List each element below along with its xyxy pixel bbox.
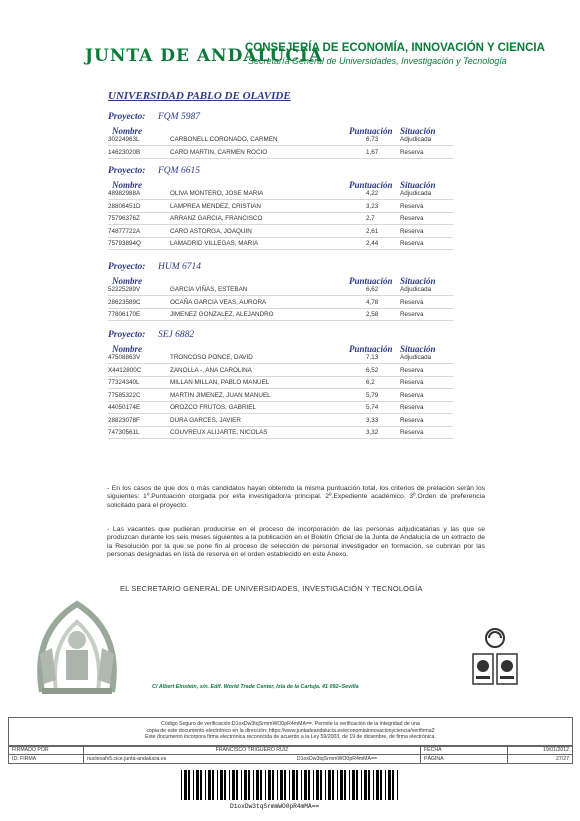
row-name: CARO ASTORGA, JOAQUIN — [170, 227, 252, 235]
column-situacion: Situación — [400, 344, 436, 354]
row-status: Reserva — [400, 391, 424, 399]
verification-line-1: Código Seguro de verificación:D1oxDw3tqSrmmWO0pR4mMA==. Permite la verificación de la integridad de una — [161, 721, 420, 727]
verification-line-2: copia de este documento electrónico en la dirección: https://www.juntadeandalucia.es/economiainnovacionyciencia/verifirma2 — [146, 727, 435, 734]
column-nombre: Nombre — [112, 180, 142, 190]
row-score: 6,2 — [366, 379, 375, 386]
row-status: Reserva — [400, 404, 424, 411]
pagina-value: 27/27 — [508, 755, 573, 764]
row-score: 3,33 — [366, 416, 379, 424]
column-situacion: Situación — [400, 180, 436, 190]
row-score: 2,58 — [366, 311, 379, 318]
row-status: Reserva — [400, 215, 424, 222]
row-id: 77806170E — [108, 311, 141, 318]
row-status: Reserva — [400, 298, 424, 306]
row-score: 6,52 — [366, 366, 379, 374]
row-status: Reserva — [400, 202, 424, 210]
column-puntuacion: Puntuación — [349, 344, 393, 354]
id-firma-value: nucleoafv5.cice.junta-andalucia.es — [87, 756, 167, 762]
row-score: 2,7 — [366, 215, 375, 222]
row-score: 5,74 — [366, 404, 379, 411]
row-score: 2,44 — [366, 240, 379, 247]
row-status: Adjudicada — [400, 190, 432, 197]
row-separator — [108, 158, 453, 159]
row-score: 4,22 — [366, 190, 379, 197]
column-nombre: Nombre — [112, 276, 142, 286]
secretaria-subtitle: Secretaría General de Universidades, Investigación y Tecnología — [248, 56, 507, 66]
row-id: 47508863V — [108, 354, 141, 361]
project-code: SEJ 6882 — [158, 330, 195, 340]
tie-break-note: - En los casos de que dos o más candidatos hayan obtenido la misma puntuación total, los criterios de prelación serán los siguientes: 1º.Puntuación otorgada por el/la investigador/a principal. 2º.Expediente académico. 3º.Orden de preferencia solicitado para el proyecto. — [107, 485, 485, 509]
column-nombre: Nombre — [112, 344, 142, 354]
project-label: Proyecto: — [108, 330, 146, 340]
certification-logos-icon — [470, 626, 520, 690]
row-id: 74730561L — [108, 429, 140, 436]
signatory-title: EL SECRETARIO GENERAL DE UNIVERSIDADES, INVESTIGACIÓN Y TECNOLOGÍA — [120, 584, 423, 593]
row-score: 3,23 — [366, 202, 379, 210]
row-id: 44050174E — [108, 404, 141, 411]
row-status: Adjudicada — [400, 286, 432, 293]
row-name: ZANOLLA -, ANA CAROLINA — [170, 366, 252, 374]
row-status: Reserva — [400, 240, 424, 247]
row-name: MARTIN JIMENEZ, JUAN MANUEL — [170, 391, 271, 399]
row-status: Reserva — [400, 379, 424, 386]
row-score: 5,79 — [366, 391, 379, 399]
project-label: Proyecto: — [108, 112, 146, 122]
row-id: 52225289V — [108, 286, 141, 293]
andalucia-emblem-icon — [22, 592, 132, 702]
row-id: 14623020B — [108, 148, 141, 156]
row-separator — [108, 413, 453, 414]
row-status: Reserva — [400, 366, 424, 374]
row-name: JIMENEZ GONZALEZ, ALEJANDRO — [170, 311, 274, 318]
row-separator — [108, 438, 453, 439]
vacancies-note: - Las vacantes que pudieran producirse en el proceso de incorporación de las personas adjudicatarias y las que se produzcan durante los seis meses siguientes a la publicación en el Boletín Oficial de la Junta de Andalucía de un extracto de la Resolución por la que se pone fin al proceso de selección de personal investigador en formación, se cubrirán por las personas designadas en lista de reserva en el orden establecido en este Anexo. — [107, 526, 485, 559]
row-status: Adjudicada — [400, 136, 432, 143]
signature-table — [8, 745, 573, 764]
row-id: 77324340L — [108, 379, 140, 386]
row-separator — [108, 199, 453, 200]
row-score: 4,78 — [366, 298, 379, 306]
row-name: CARO MARTIN, CARMEN ROCIO — [170, 148, 268, 156]
row-name: MILLAN MILLAN, PABLO MANUEL — [170, 379, 270, 386]
fecha-value: 19/01/2012 — [508, 746, 573, 755]
row-score: 6,73 — [366, 136, 379, 143]
row-name: OROZCO FRUTOS, GABRIEL — [170, 404, 256, 411]
row-id: 28806451D — [108, 202, 141, 210]
row-id: X4412800C — [108, 366, 142, 374]
row-separator — [108, 249, 453, 250]
barcode-text: D1oxDw3tqSrmmWO0pR4mMA== — [230, 803, 320, 810]
row-separator — [108, 426, 453, 427]
row-id: 28623589C — [108, 298, 141, 306]
row-name: TRONCOSO PONCE, DAVID — [170, 354, 253, 361]
address-line: C/ Albert Einstein, s/n. Edif. World Trade Center, Isla de la Cartuja. 41 092–Sevilla — [152, 684, 359, 690]
row-status: Reserva — [400, 148, 424, 156]
column-situacion: Situación — [400, 276, 436, 286]
row-id: 75793894Q — [108, 240, 141, 247]
row-status: Reserva — [400, 416, 424, 424]
project-code: FQM 5987 — [158, 112, 200, 122]
row-id: 28823078F — [108, 416, 140, 424]
project-label: Proyecto: — [108, 262, 146, 272]
row-name: CARBONELL CORONADO, CARMEN — [170, 136, 278, 143]
verification-line-3: Este documento incorpora firma electrónica reconocida de acuerdo a la Ley 59/2003, de 19 de diciembre, de firma electrónica. — [145, 734, 436, 741]
project-code: FQM 6615 — [158, 166, 200, 176]
row-name: OCAÑA GARCIA VEAS, AURORA — [170, 298, 267, 306]
row-id: 74877722A — [108, 227, 141, 235]
row-name: COUVREUX ALIJARTE, NICOLAS — [170, 429, 268, 436]
row-separator — [108, 295, 453, 296]
barcode-icon — [180, 769, 402, 801]
row-score: 6,62 — [366, 286, 379, 293]
row-separator — [108, 376, 453, 377]
pagina-label: PÁGINA — [421, 755, 508, 764]
id-firma-label: ID. FIRMA — [9, 755, 84, 764]
row-status: Reserva — [400, 227, 424, 235]
row-name: LAMPREA MENDEZ, CRISTIAN — [170, 202, 261, 210]
row-id: 48982988A — [108, 190, 141, 197]
university-title: UNIVERSIDAD PABLO DE OLAVIDE — [108, 90, 291, 102]
row-name: OLIVA MONTERO, JOSE MARIA — [170, 190, 264, 197]
row-separator — [108, 320, 453, 321]
row-name: GARCIA VIÑAS, ESTEBAN — [170, 286, 248, 293]
junta-logo: JUNTA DE ANDALUCIA — [85, 46, 324, 66]
row-score: 3,32 — [366, 429, 379, 436]
row-id: 77585322C — [108, 391, 141, 399]
row-score: 2,61 — [366, 227, 379, 235]
row-separator — [108, 363, 453, 364]
row-status: Adjudicada — [400, 354, 432, 361]
row-separator — [108, 308, 453, 309]
id-firma-code: D1oxDw3tqSrmmWO0pR4mMA== — [296, 756, 377, 762]
row-separator — [108, 388, 453, 389]
column-nombre: Nombre — [112, 126, 142, 136]
row-separator — [108, 224, 453, 225]
row-separator — [108, 212, 453, 213]
fecha-label: FECHA — [421, 746, 508, 755]
row-separator — [108, 145, 453, 146]
firmado-por-value: FRANCISCO TRIGUERO RUIZ — [84, 746, 421, 755]
row-score: 1,67 — [366, 148, 379, 156]
column-situacion: Situación — [400, 126, 436, 136]
row-status: Reserva — [400, 311, 424, 318]
consejeria-title: CONSEJERÍA DE ECONOMÍA, INNOVACIÓN Y CIENCIA — [245, 42, 545, 54]
row-score: 7,13 — [366, 354, 379, 361]
row-id: 75796376Z — [108, 215, 140, 222]
firmado-por-label: FIRMADO POR — [9, 746, 84, 755]
row-separator — [108, 237, 453, 238]
column-puntuacion: Puntuación — [349, 276, 393, 286]
row-name: LAMADRID VILLEGAS, MARIA — [170, 240, 259, 247]
column-puntuacion: Puntuación — [349, 180, 393, 190]
project-label: Proyecto: — [108, 166, 146, 176]
project-code: HUM 6714 — [158, 262, 202, 272]
verification-box — [8, 717, 573, 747]
id-firma-cell — [84, 755, 421, 764]
row-status: Reserva — [400, 429, 424, 436]
row-id: 30224963L — [108, 136, 140, 143]
row-name: DURA GARCES, JAVIER — [170, 416, 241, 424]
row-separator — [108, 401, 453, 402]
column-puntuacion: Puntuación — [349, 126, 393, 136]
row-name: ARRANZ GARCIA, FRANCISCO — [170, 215, 263, 222]
